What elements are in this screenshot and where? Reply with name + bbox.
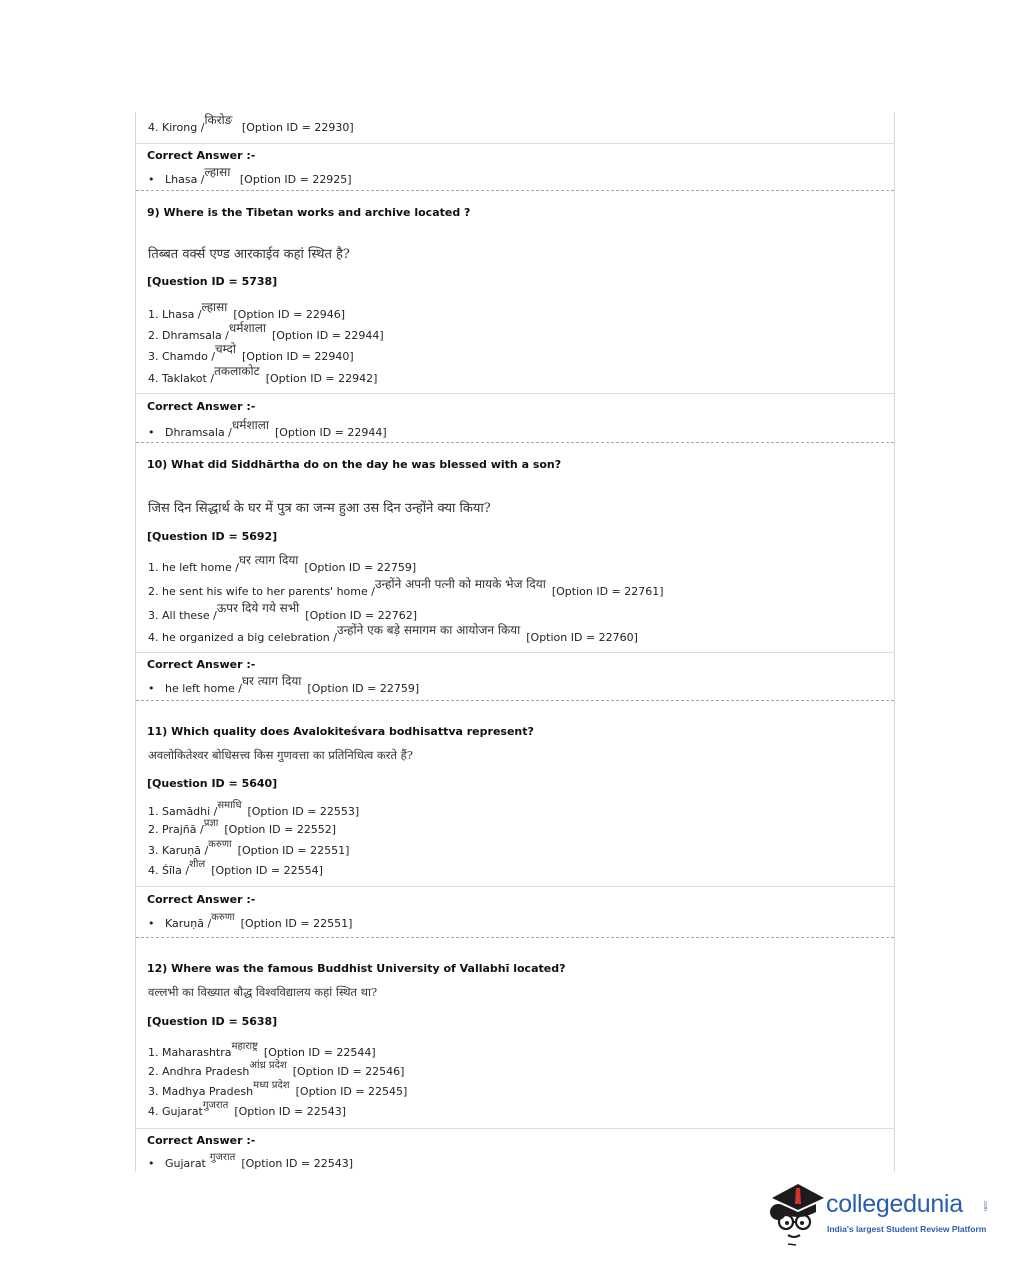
correct-answer: • he left home /घर त्याग दिया[Option ID = 22759] — [148, 679, 419, 696]
option-id: [Option ID = 22552] — [224, 823, 337, 836]
logo-tagline: India's largest Student Review Platform — [827, 1224, 987, 1234]
option-item: 2. Prajñā /प्रज्ञा [Option ID = 22552] — [148, 818, 337, 836]
option-hindi: चम्दो — [215, 342, 236, 356]
question-hindi: तिब्बत वर्क्स एण्ड आरकाईव कहां स्थित है? — [148, 247, 350, 262]
correct-answer-label: Correct Answer :- — [147, 400, 256, 413]
question-id: [Question ID = 5638] — [147, 1015, 278, 1028]
correct-answer-label: Correct Answer :- — [147, 893, 256, 906]
option-id: [Option ID = 22554] — [211, 864, 323, 877]
option-hindi: महाराष्ट्र — [231, 1041, 258, 1052]
option-hindi: किरोङ — [204, 113, 233, 127]
question-hindi: जिस दिन सिद्धार्थ के घर में पुत्र का जन्म हुआ उस दिन उन्होंने क्या किया? — [148, 501, 491, 516]
option-item: 1. he left home /घर त्याग दिया[Option ID = 22759] — [148, 553, 417, 574]
option-item: 2. Dhramsala /धर्मशाला[Option ID = 22944] — [148, 321, 384, 342]
divider — [136, 886, 894, 887]
option-hindi: ऊपर दिये गये सभी — [216, 601, 300, 615]
option-hindi: धर्मशाला — [228, 321, 266, 335]
option-english: Kirong / — [162, 121, 205, 134]
option-id: [Option ID = 22546] — [292, 1065, 405, 1078]
option-item: 3. Chamdo /चम्दो[Option ID = 22940] — [148, 342, 354, 363]
option-item: 3. Karuṇā /करुणा [Option ID = 22551] — [148, 839, 350, 857]
option-item: 1. Maharashtraमहाराष्ट्र [Option ID = 22544] — [148, 1041, 376, 1059]
option-item: 4. Taklakot /तकलाकोट[Option ID = 22942] — [148, 364, 378, 385]
collegedunia-logo — [766, 1178, 996, 1248]
option-number: 4. — [148, 121, 159, 134]
option-hindi: घर त्याग दिया — [238, 553, 299, 567]
option-item: 3. All these /ऊपर दिये गये सभी[Option ID = 22762] — [148, 601, 418, 622]
option-hindi: समाधि — [217, 800, 242, 811]
correct-answer-id: [Option ID = 22925] — [239, 173, 352, 186]
option-item: 3. Madhya Pradeshमध्य प्रदेश [Option ID = 22545] — [148, 1080, 408, 1098]
option-item: 4. he organized a big celebration /उन्होंने एक बड़े समागम का आयोजन किया[Option ID = 22760] — [148, 623, 638, 644]
correct-answer: • Karuṇā /करुणा [Option ID = 22551] — [148, 916, 352, 930]
option-id: [Option ID = 22940] — [242, 350, 354, 363]
option-hindi: आंध्र प्रदेश — [249, 1060, 287, 1071]
option-id: [Option ID = 22544] — [263, 1046, 376, 1059]
option-hindi: उन्होंने अपनी पत्नी को मायके भेज दिया — [374, 577, 546, 591]
option-id: [Option ID = 22942] — [265, 372, 378, 385]
divider — [136, 393, 894, 394]
option-id: [Option ID = 22930] — [241, 121, 354, 134]
option-id: [Option ID = 22760] — [526, 631, 638, 644]
correct-answer: • Lhasa /ल्हासा [Option ID = 22925] — [148, 170, 352, 187]
option-id: [Option ID = 22762] — [305, 609, 418, 622]
option-hindi: प्रज्ञा — [203, 818, 219, 829]
question-separator — [136, 442, 894, 443]
correct-answer: • Gujarat गुजरात [Option ID = 22543] — [148, 1156, 353, 1170]
option-hindi: तकलाकोट — [214, 364, 260, 378]
logo-wordmark: collegedunia — [826, 1190, 963, 1218]
correct-answer-label: Correct Answer :- — [147, 658, 256, 671]
divider — [136, 143, 894, 144]
question-separator — [136, 190, 894, 191]
option-id: [Option ID = 22946] — [233, 308, 346, 321]
option-hindi: ल्हासा — [201, 300, 228, 314]
question-title: 9) Where is the Tibetan works and archive located ? — [147, 206, 471, 219]
question-id: [Question ID = 5738] — [147, 275, 278, 288]
option-id: [Option ID = 22759] — [304, 561, 417, 574]
question-hindi: वल्लभी का विख्यात बौद्ध विश्वविद्यालय कहां स्थित था? — [148, 985, 378, 999]
option-item: 2. he sent his wife to her parents' home /उन्होंने अपनी पत्नी को मायके भेज दिया[Option ID = 22761] — [148, 577, 664, 598]
option-item: 2. Andhra Pradeshआंध्र प्रदेश [Option ID = 22546] — [148, 1060, 405, 1078]
option-id: [Option ID = 22545] — [295, 1085, 408, 1098]
correct-answer: • Dhramsala /धर्मशाला[Option ID = 22944] — [148, 423, 387, 440]
question-paper-sheet — [135, 112, 895, 1172]
divider — [136, 1128, 894, 1129]
option-id: [Option ID = 22761] — [551, 585, 664, 598]
option-item: 1. Lhasa /ल्हासा[Option ID = 22946] — [148, 300, 346, 321]
question-title: 12) Where was the famous Buddhist University of Vallabhī located? — [147, 962, 566, 975]
option-hindi: उन्होंने एक बड़े समागम का आयोजन किया — [336, 623, 521, 637]
question-hindi: अवलोकितेश्वर बोधिसत्त्व किस गुणवत्ता का प्रतिनिधित्व करते हैं? — [148, 748, 413, 762]
option-hindi: करुणा — [208, 839, 232, 850]
question-id: [Question ID = 5640] — [147, 777, 278, 790]
option-item: 4. Gujaratगुजरात [Option ID = 22543] — [148, 1100, 347, 1118]
logo-com-suffix: .com — [982, 1200, 988, 1211]
correct-answer-label: Correct Answer :- — [147, 1134, 256, 1147]
option-hindi: गुजरात — [202, 1100, 229, 1111]
option-id: [Option ID = 22551] — [237, 844, 350, 857]
question-id: [Question ID = 5692] — [147, 530, 278, 543]
option-item — [148, 113, 354, 135]
option-id: [Option ID = 22944] — [271, 329, 384, 342]
option-hindi: शील — [189, 859, 206, 870]
option-id: [Option ID = 22543] — [234, 1105, 347, 1118]
option-item: 4. Śīla /शील [Option ID = 22554] — [148, 859, 323, 877]
question-title: 10) What did Siddhārtha do on the day he was blessed with a son? — [147, 458, 562, 471]
option-hindi: मध्य प्रदेश — [253, 1080, 290, 1091]
correct-answer-label: Correct Answer :- — [147, 149, 256, 162]
question-separator — [136, 937, 894, 938]
question-title: 11) Which quality does Avalokiteśvara bodhisattva represent? — [147, 725, 534, 738]
option-item: 1. Samādhi /समाधि [Option ID = 22553] — [148, 800, 360, 818]
question-separator — [136, 700, 894, 701]
divider — [136, 652, 894, 653]
option-id: [Option ID = 22553] — [247, 805, 360, 818]
correct-answer-hindi: ल्हासा — [204, 165, 231, 179]
graduate-mascot-icon — [766, 1178, 826, 1246]
